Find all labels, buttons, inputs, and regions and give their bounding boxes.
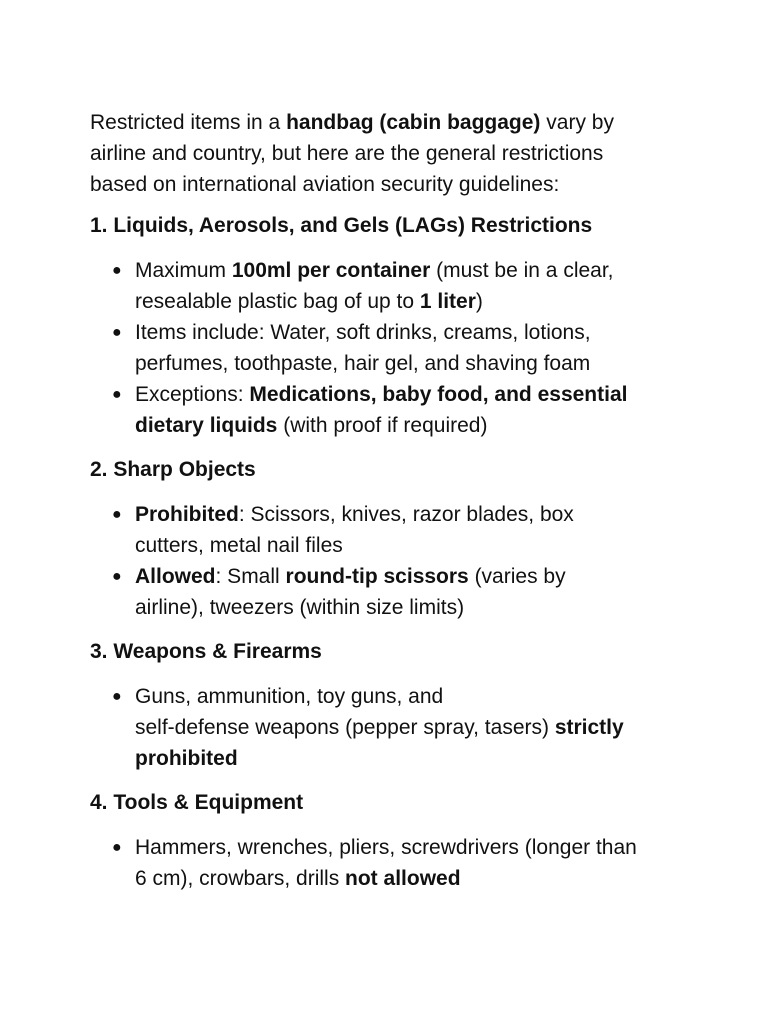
intro-emphasis: handbag (cabin baggage) <box>286 111 541 134</box>
intro-line-2: airline and country, but here are the general restrictions <box>90 142 604 165</box>
list-item <box>90 499 690 561</box>
item-emphasis: Prohibited <box>135 503 239 526</box>
section-liquids <box>90 210 690 441</box>
intro-line-1 <box>90 107 690 138</box>
item-text: (with proof if required) <box>277 414 488 437</box>
item-text: ) <box>475 290 483 313</box>
bullet-icon: ● <box>112 262 122 279</box>
item-text: : Scissors, knives, razor blades, box <box>238 503 574 526</box>
list-item <box>90 317 690 379</box>
bullet-icon: ● <box>112 324 122 341</box>
item-emphasis: 1 liter <box>419 290 476 313</box>
bullet-list <box>90 499 690 623</box>
item-text: Exceptions: <box>135 383 250 406</box>
intro-paragraph <box>90 107 690 200</box>
document-body <box>90 107 690 907</box>
section-tools <box>90 787 690 894</box>
section-heading: 1. Liquids, Aerosols, and Gels (LAGs) Restrictions <box>90 214 593 237</box>
intro-text: vary by <box>540 111 614 134</box>
section-sharp-objects <box>90 454 690 623</box>
section-heading: 3. Weapons & Firearms <box>90 640 322 663</box>
item-emphasis: Allowed <box>135 565 216 588</box>
item-emphasis: 100ml per container <box>231 259 431 282</box>
bullet-icon: ● <box>112 506 122 523</box>
bullet-icon: ● <box>112 386 122 403</box>
list-item <box>90 832 690 894</box>
list-item <box>90 681 690 774</box>
item-text: airline), tweezers (within size limits) <box>135 596 465 619</box>
item-emphasis: not allowed <box>345 867 461 890</box>
intro-line-3: based on international aviation security guidelines: <box>90 173 560 196</box>
bullet-list <box>90 832 690 894</box>
item-emphasis: strictly <box>554 716 624 739</box>
item-text: Guns, ammunition, toy guns, and <box>135 685 444 708</box>
section-heading: 2. Sharp Objects <box>90 458 256 481</box>
section-heading: 4. Tools & Equipment <box>90 791 304 814</box>
bullet-icon: ● <box>112 688 122 705</box>
item-emphasis: prohibited <box>135 747 238 770</box>
bullet-icon: ● <box>112 839 122 856</box>
item-text: Maximum <box>135 259 232 282</box>
item-emphasis: Medications, baby food, and essential <box>249 383 628 406</box>
item-text: perfumes, toothpaste, hair gel, and shaving foam <box>135 352 591 375</box>
item-text: 6 cm), crowbars, drills <box>135 867 346 890</box>
list-item <box>90 255 690 317</box>
intro-text: Restricted items in a <box>90 111 287 134</box>
item-emphasis: round-tip scissors <box>285 565 469 588</box>
item-emphasis: dietary liquids <box>135 414 278 437</box>
item-text: Hammers, wrenches, pliers, screwdrivers (longer than <box>135 836 637 859</box>
bullet-icon: ● <box>112 568 122 585</box>
item-text: (must be in a clear, <box>430 259 614 282</box>
section-weapons <box>90 636 690 774</box>
item-text: resealable plastic bag of up to <box>135 290 420 313</box>
item-text: (varies by <box>468 565 566 588</box>
item-text: self-defense weapons (pepper spray, tasers) <box>135 716 555 739</box>
item-text: Items include: Water, soft drinks, creams, lotions, <box>135 321 591 344</box>
list-item <box>90 561 690 623</box>
bullet-list <box>90 255 690 441</box>
list-item <box>90 379 690 441</box>
item-text: : Small <box>215 565 286 588</box>
bullet-list <box>90 681 690 774</box>
item-text: cutters, metal nail files <box>135 534 343 557</box>
